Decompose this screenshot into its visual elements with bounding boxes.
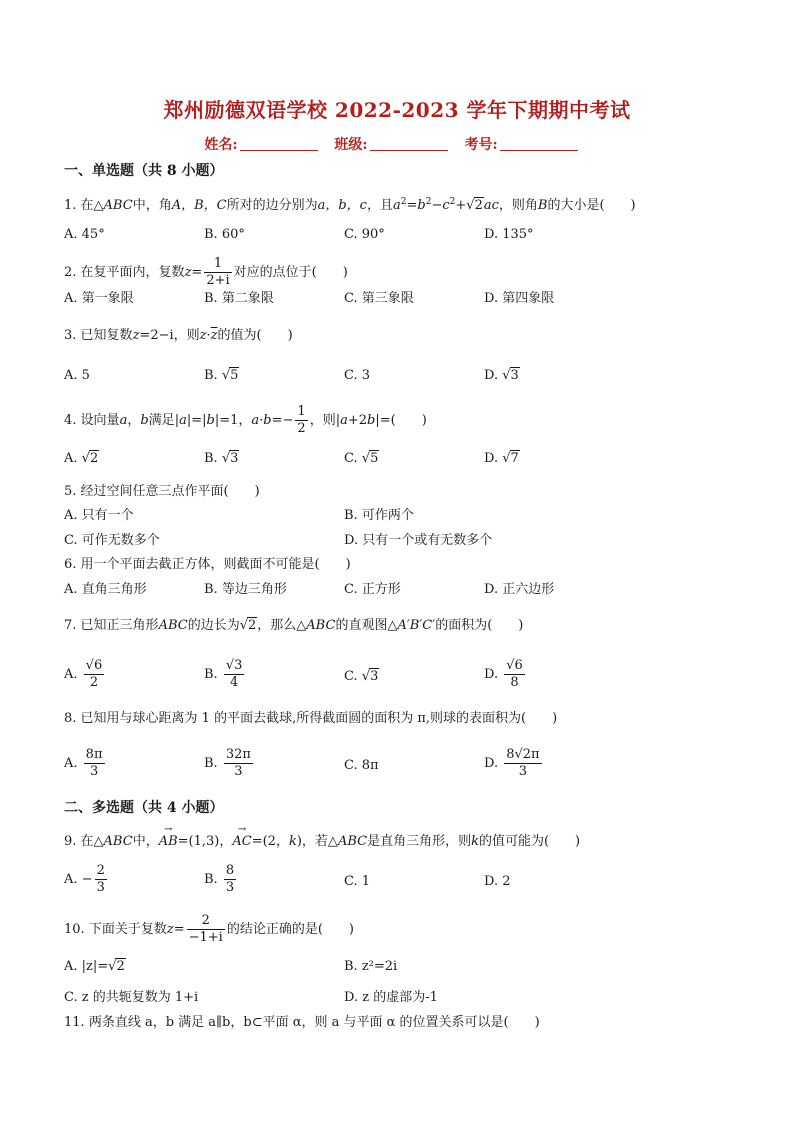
exam-title: 郑州励德双语学校 2022-2023 学年下期期中考试: [163, 98, 631, 122]
q4-option-a[interactable]: A. √2: [64, 451, 99, 466]
q7-option-d[interactable]: D. $\frac{√6}{8}$: [484, 658, 523, 690]
q10-option-d[interactable]: D. z 的虚部为-1: [344, 990, 438, 1005]
q10-option-b[interactable]: B. z²=2i: [344, 959, 398, 974]
q3-option-a[interactable]: A. 5: [64, 368, 90, 383]
q6-option-c[interactable]: C. 正方形: [344, 582, 401, 597]
question-7: 7. 已知正三角形ABC的边长为√2，那么△ABC的直观图△A′B′C′的面积为( ): [64, 618, 524, 633]
question-4: 4. 设向量a，b满足|a|=|b|=1，a·b=− $\frac{1}{2}$ ，则|a+2b|=( ): [64, 404, 427, 436]
q8-option-c[interactable]: C. 8π: [344, 758, 379, 773]
q10-option-a[interactable]: A. |z|=√2: [64, 959, 125, 974]
name-blank[interactable]: [240, 138, 318, 151]
question-8: 8. 已知用与球心距离为 1 的平面去截球,所得截面圆的面积为 π,则球的表面积为( ): [64, 711, 558, 726]
q4-option-c[interactable]: C. √5: [344, 451, 379, 466]
q2-option-b[interactable]: B. 第二象限: [204, 291, 274, 306]
question-1: 1. 在△ABC中，角A，B，C所对的边分别为a，b，c，且$a^2=b^2-c^2+√2ac$，则角B的大小是( ): [64, 197, 636, 213]
q6-option-d[interactable]: D. 正六边形: [484, 582, 555, 597]
q4-option-d[interactable]: D. √7: [484, 451, 519, 466]
question-3: 3. 已知复数z=2−i，则$z\cdot\overline{z}$的值为( ): [64, 328, 293, 343]
question-10: 10. 下面关于复数z= $\frac{2}{-1+i}$ 的结论正确的是( ): [64, 913, 354, 945]
question-6: 6. 用一个平面去截正方体，则截面不可能是( ): [64, 557, 351, 572]
class-label: 班级:: [334, 137, 368, 153]
q7-option-c[interactable]: C. √3: [344, 669, 379, 684]
q3-option-d[interactable]: D. √3: [484, 368, 519, 383]
q2-option-c[interactable]: C. 第三象限: [344, 291, 414, 306]
q9-option-d[interactable]: D. 2: [484, 874, 511, 889]
q6-option-a[interactable]: A. 直角三角形: [64, 582, 147, 597]
q1-option-d[interactable]: D. 135°: [484, 227, 534, 242]
class-blank[interactable]: [370, 138, 448, 151]
q1-option-b[interactable]: B. 60°: [204, 227, 245, 242]
q10-option-c[interactable]: C. z 的共轭复数为 1+i: [64, 990, 199, 1005]
question-5: 5. 经过空间任意三点作平面( ): [64, 484, 260, 499]
q5-option-d[interactable]: D. 只有一个或有无数多个: [344, 533, 493, 548]
q7-option-a[interactable]: A. $\frac{√6}{2}$: [64, 658, 103, 690]
q8-option-d[interactable]: D. $\frac{8√2\pi}{3}$: [484, 747, 540, 779]
q3-option-c[interactable]: C. 3: [344, 368, 371, 383]
q2-option-d[interactable]: D. 第四象限: [484, 291, 555, 306]
q9-option-a[interactable]: A. − $\frac{2}{3}$: [64, 863, 105, 895]
q9-option-c[interactable]: C. 1: [344, 874, 371, 889]
number-blank[interactable]: [500, 138, 578, 151]
q1-option-c[interactable]: C. 90°: [344, 227, 385, 242]
q2-option-a[interactable]: A. 第一象限: [64, 291, 134, 306]
q7-option-b[interactable]: B. $\frac{√3}{4}$: [204, 658, 243, 690]
question-2: 2. 在复平面内，复数z= $\frac{1}{2+i}$ 对应的点位于( ): [64, 256, 348, 288]
q5-option-c[interactable]: C. 可作无数多个: [64, 533, 160, 548]
q8-option-a[interactable]: A. $\frac{8\pi}{3}$: [64, 747, 103, 779]
question-9: 9. 在△ABC中，→ AB=(1,3)，→ AC=(2，k)，若△ABC是直角三角形，则k的值可能为( ): [64, 833, 580, 851]
q9-option-b[interactable]: B. $\frac{8}{3}$: [204, 863, 235, 895]
question-11: 11. 两条直线 a，b 满足 a∥b，b⊂平面 α，则 a 与平面 α 的位置关系可以是( ): [64, 1015, 540, 1030]
q8-option-b[interactable]: B. $\frac{32\pi}{3}$: [204, 747, 251, 779]
q5-option-b[interactable]: B. 可作两个: [344, 508, 414, 523]
section-single-choice: 一、单选题（共 8 小题）: [64, 163, 224, 179]
q4-option-b[interactable]: B. √3: [204, 451, 239, 466]
name-label: 姓名:: [204, 137, 238, 153]
q5-option-a[interactable]: A. 只有一个: [64, 508, 134, 523]
q3-option-b[interactable]: B. √5: [204, 368, 239, 383]
q6-option-b[interactable]: B. 等边三角形: [204, 582, 287, 597]
q1-option-a[interactable]: A. 45°: [64, 227, 105, 242]
section-multi-choice: 二、多选题（共 4 小题）: [64, 800, 224, 816]
student-info-line: [0, 134, 794, 154]
number-label: 考号:: [464, 137, 498, 153]
